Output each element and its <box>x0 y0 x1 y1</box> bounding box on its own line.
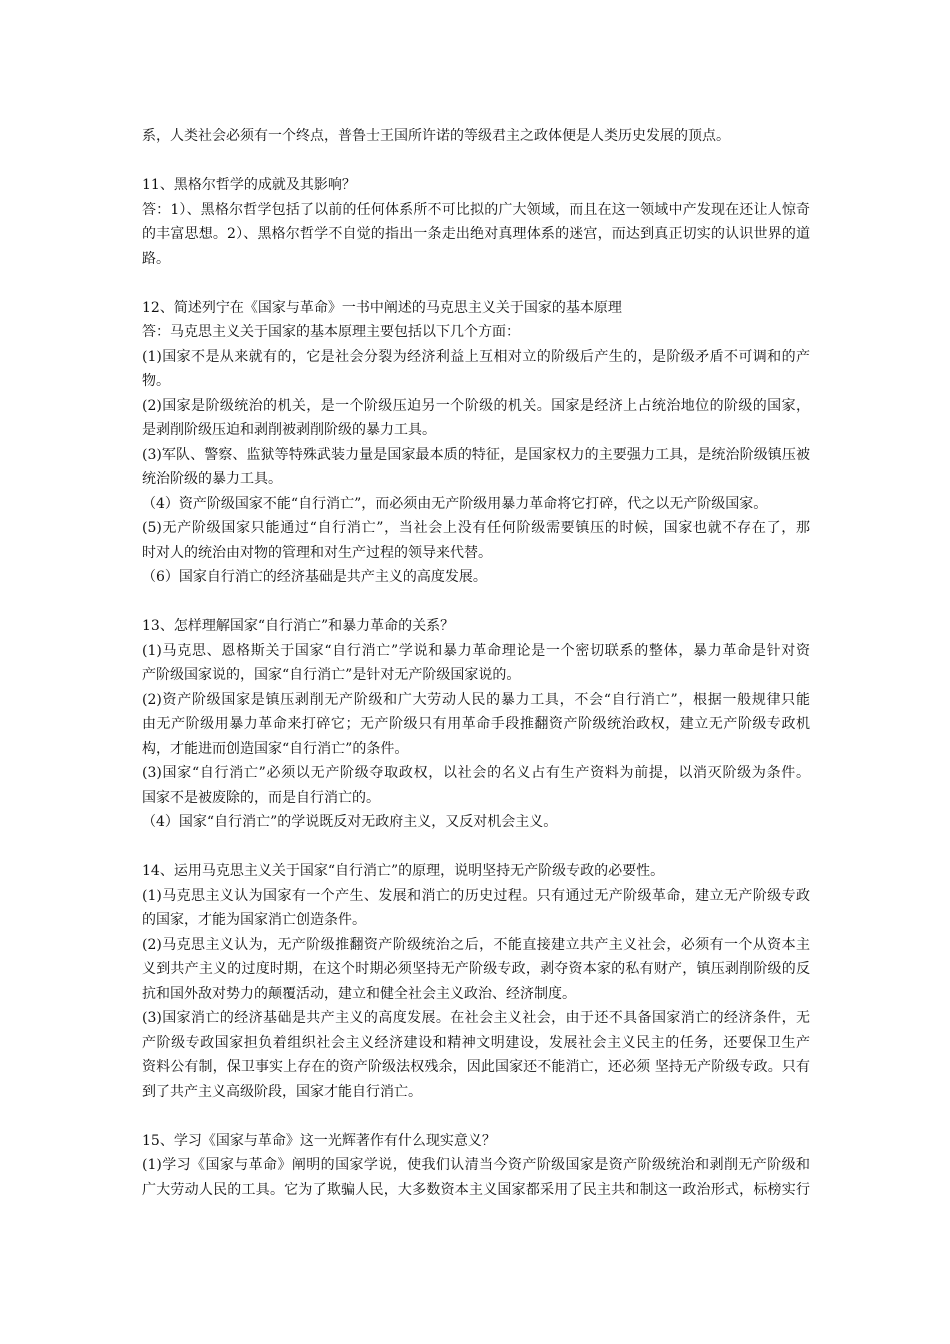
text-line: （4）资产阶级国家不能“自行消亡”，而必须由无产阶级用暴力革命将它打碎，代之以无产阶级国家。 <box>142 495 768 512</box>
text-line: （4）国家“自行消亡”的学说既反对无政府主义，又反对机会主义。 <box>142 814 558 830</box>
text-line: (2)国家是阶级统治的机关，是一个阶级压迫另一个阶级的机关。国家是经济上占统治地位的阶级的国家， <box>142 397 810 414</box>
paragraph-gap <box>142 835 810 860</box>
text-line: 15、学习《国家与革命》这一光辉著作有什么现实意义？ <box>142 1132 496 1149</box>
text-line: 13、怎样理解国家“自行消亡”和暴力革命的关系？ <box>142 618 455 634</box>
text-line: 产阶级专政国家担负着组织社会主义经济建设和精神文明建设，发展社会主义民主的任务，还要保卫生产 <box>142 1034 810 1051</box>
text-line: 的丰富思想。2）、黑格尔哲学不自觉的指出一条走出绝对真理体系的迷宫，而达到真正切实的认识世界的道 <box>142 226 810 242</box>
paragraph-gap <box>142 1104 810 1129</box>
text-line: 时对人的统治由对物的管理和对生产过程的领导来代替。 <box>142 544 492 561</box>
text-line: 国家不是被废除的，而是自行消亡的。 <box>142 789 380 806</box>
text-line: (3)国家“自行消亡”必须以无产阶级夺取政权，以社会的名义占有生产资料为前提，以消灭阶级为条件。 <box>142 765 810 781</box>
paragraph-gap <box>142 149 810 174</box>
text-line: 义到共产主义的过度时期，在这个时期必须坚持无产阶级专政，剥夺资本家的私有财产，镇压剥削阶级的反 <box>142 961 810 977</box>
text-line: 是剥削阶级压迫和剥削被剥削阶级的暴力工具。 <box>142 422 436 438</box>
text-line: （6）国家自行消亡的经济基础是共产主义的高度发展。 <box>142 569 487 585</box>
text-line: 抗和国外敌对势力的颠覆活动，建立和健全社会主义政治、经济制度。 <box>142 985 576 1002</box>
paragraph-gap <box>142 271 810 296</box>
text-line: 11、黑格尔哲学的成就及其影响？ <box>142 177 356 193</box>
text-line: (2)马克思主义认为，无产阶级推翻资产阶级统治之后，不能直接建立共产主义社会，必须有一个从资本主 <box>142 936 810 953</box>
text-line: 的国家，才能为国家消亡创造条件。 <box>142 912 366 928</box>
text-line: (1)马克思、恩格斯关于国家“自行消亡”学说和暴力革命理论是一个密切联系的整体，暴力革命是针对资 <box>142 642 810 659</box>
text-line: (2)资产阶级国家是镇压剥削无产阶级和广大劳动人民的暴力工具，不会“自行消亡”，根据一般规律只能 <box>142 691 810 708</box>
text-line: 统治阶级的暴力工具。 <box>142 471 282 487</box>
text-line: 广大劳动人民的工具。它为了欺骗人民，大多数资本主义国家都采用了民主共和制这一政治形式，标榜实行 <box>142 1181 810 1198</box>
text-line: 构，才能进而创造国家“自行消亡”的条件。 <box>142 740 409 757</box>
text-line: 资料公有制，保卫事实上存在的资产阶级法权残余，因此国家还不能消亡，还必须 坚持无产阶级专政。只有 <box>142 1059 810 1075</box>
text-line: 产阶级国家说的，国家“自行消亡”是针对无产阶级国家说的。 <box>142 667 521 683</box>
text-line: (5)无产阶级国家只能通过“自行消亡”，当社会上没有任何阶级需要镇压的时候，国家也就不存在了，那 <box>142 520 810 536</box>
text-line: 路。 <box>142 250 170 267</box>
document-body <box>142 124 810 1202</box>
text-line: 14、运用马克思主义关于国家“自行消亡”的原理，说明坚持无产阶级专政的必要性。 <box>142 863 665 879</box>
paragraph-gap <box>142 590 810 615</box>
text-line: (1)马克思主义认为国家有一个产生、发展和消亡的历史过程。只有通过无产阶级革命，建立无产阶级专政 <box>142 887 810 904</box>
text-line: 物。 <box>142 373 170 389</box>
text-line: (3)军队、警察、监狱等特殊武装力量是国家最本质的特征，是国家权力的主要强力工具，是统治阶级镇压被 <box>142 446 810 463</box>
text-line: (1)学习《国家与革命》阐明的国家学说，使我们认清当今资产阶级国家是资产阶级统治和剥削无产阶级和 <box>142 1157 810 1173</box>
text-line: 系，人类社会必须有一个终点，普鲁士王国所许诺的等级君主之政体便是人类历史发展的顶点。 <box>142 128 730 144</box>
text-line: 答：马克思主义关于国家的基本原理主要包括以下几个方面： <box>142 324 520 340</box>
text-line: 由无产阶级用暴力革命来打碎它；无产阶级只有用革命手段推翻资产阶级统治政权，建立无产阶级专政机 <box>142 716 810 732</box>
text-line: (3)国家消亡的经济基础是共产主义的高度发展。在社会主义社会，由于还不具备国家消亡的经济条件，无 <box>142 1010 810 1026</box>
text-line: 到了共产主义高级阶段，国家才能自行消亡。 <box>142 1083 422 1100</box>
text-line: 12、简述列宁在《国家与革命》一书中阐述的马克思主义关于国家的基本原理 <box>142 299 622 316</box>
text-line: 答：1）、黑格尔哲学包括了以前的任何体系所不可比拟的广大领域，而且在这一领域中产发现在还让人惊奇 <box>142 201 810 218</box>
text-line: (1)国家不是从来就有的，它是社会分裂为经济利益上互相对立的阶级后产生的，是阶级矛盾不可调和的产 <box>142 348 810 365</box>
